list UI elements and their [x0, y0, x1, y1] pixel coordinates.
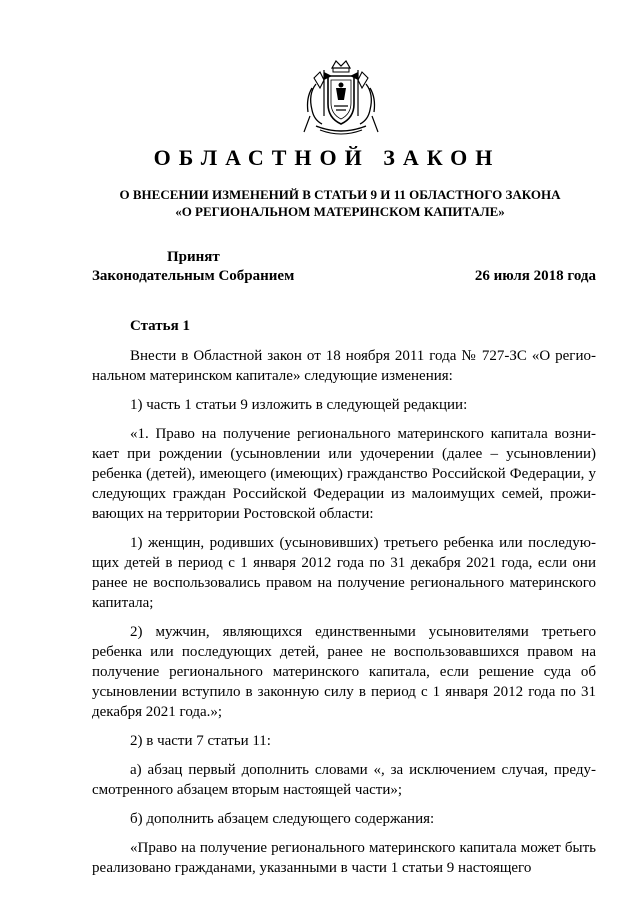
article-paragraph: 1) женщин, родивших (усыновивших) третьего ребенка или последующих детей в период с 1 января 2012 года по 31 декабря 2021 года, если они ранее не воспользовались правом на получение регионального материнского капитала; — [92, 535, 596, 611]
adoption-block — [92, 248, 596, 286]
article-paragraph: б) дополнить абзацем следующего содержания: — [130, 811, 435, 827]
article-paragraph: «1. Право на получение регионального материнского капитала возникает при рождении (усыновлении или удочерении (далее – усыновлении) ребенка (детей), имеющего (имеющих) гражданство Российской Федерации, у следующих граждан Российской Федерации из малоимущих семей, проживающих на территории Ростовской области: — [92, 426, 596, 522]
subtitle-line: «О РЕГИОНАЛЬНОМ МАТЕРИНСКОМ КАПИТАЛЕ» — [175, 204, 505, 219]
article-paragraph: Внести в Областной закон от 18 ноября 2011 года № 727-ЗС «О региональном материнском капитале» следующие изменения: — [92, 348, 596, 384]
document-subtitle — [0, 186, 640, 220]
article-1 — [92, 316, 596, 887]
article-heading: Статья 1 — [130, 318, 190, 334]
subtitle-line: О ВНЕСЕНИИ ИЗМЕНЕНИЙ В СТАТЬИ 9 И 11 ОБЛАСТНОГО ЗАКОНА — [119, 187, 561, 202]
article-paragraph: «Право на получение регионального материнского капитала может быть реализовано гражданами, указанными в части 1 статьи 9 настоящего — [92, 840, 596, 876]
adoption-date: 26 июля 2018 года — [474, 268, 596, 284]
article-paragraph: а) абзац первый дополнить словами «, за исключением случая, предусмотренного абзацем вторым настоящей части»; — [92, 762, 596, 798]
article-paragraph: 1) часть 1 статьи 9 изложить в следующей редакции: — [130, 397, 468, 413]
adopted-label: Принят — [167, 249, 220, 265]
article-paragraph: 2) мужчин, являющихся единственными усыновителями третьего ребенка или последующих детей, ранее не воспользовавшихся правом на получение регионального материнского капитала, если решение суда об усыновлении вступило в законную силу в период с 1 января 2012 года по 31 декабря 2021 года.»; — [92, 624, 596, 720]
document-title: ОБЛАСТНОЙ ЗАКОН — [153, 145, 501, 170]
legislative-body-label: Законодательным Собранием — [92, 268, 295, 284]
coat-of-arms-icon — [298, 58, 384, 140]
article-paragraph: 2) в части 7 статьи 11: — [130, 733, 271, 749]
